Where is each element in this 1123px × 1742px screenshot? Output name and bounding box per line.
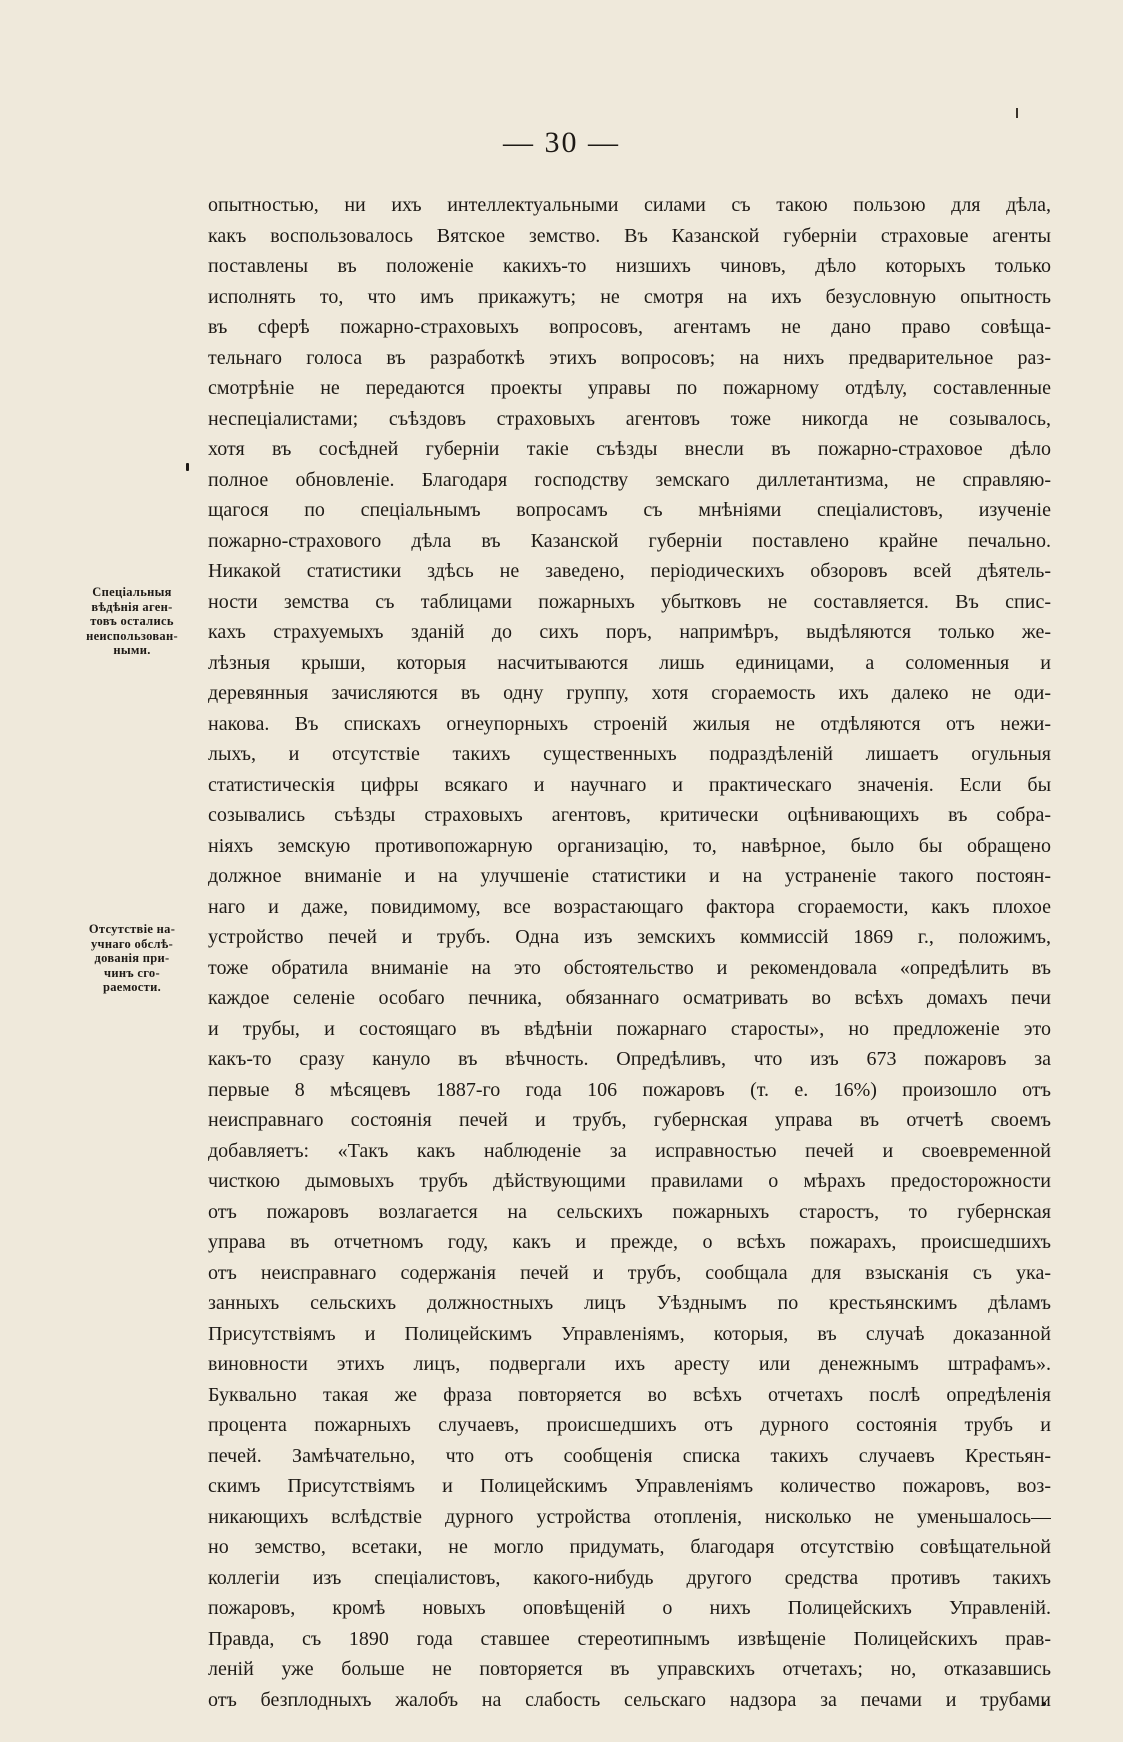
margin-note-specialists — [62, 585, 202, 658]
text-line: первые 8 мѣсяцевъ 1887-го года 106 пожаровъ (т. е. 16%) произошло отъ — [208, 1078, 1051, 1101]
text-line: чисткою дымовыхъ трубъ дѣйствующими правилами о мѣрахъ предосторожности — [208, 1170, 1051, 1192]
text-line: печей. Замѣчательно, что отъ сообщенія списка такихъ случаевъ Крестьян- — [208, 1444, 1051, 1467]
text-line: занныхъ сельскихъ должностныхъ лицъ Уѣзднымъ по крестьянскимъ дѣламъ — [208, 1292, 1051, 1314]
body-text — [208, 190, 1051, 1715]
text-line: Присутствіямъ и Полицейскимъ Управленіямъ, которыя, въ случаѣ доказанной — [208, 1322, 1051, 1345]
text-line: Правда, съ 1890 года ставшее стереотипнымъ извѣщеніе Полицейскихъ прав- — [208, 1627, 1051, 1650]
text-line: пожаровъ, кромѣ новыхъ оповѣщеній о нихъ Полицейскихъ Управленій. — [208, 1597, 1051, 1619]
text-line: пожарно-страхового дѣла въ Казанской губерніи поставлено крайне печально. — [208, 529, 1051, 552]
text-line: отъ неисправнаго содержанія печей и трубъ, сообщала для взысканія съ ука- — [208, 1261, 1051, 1284]
text-line: леній уже больше не повторяется въ управскихъ отчетахъ; но, отказавшись — [208, 1658, 1051, 1680]
margin-note-line: Спеціальныя — [92, 585, 172, 599]
margin-note-line: чинъ сго- — [104, 965, 160, 980]
margin-note-line: вѣдѣнія аген- — [91, 599, 173, 614]
text-line: лыхъ, и отсутствіе такихъ существенныхъ подраздѣленій лишаетъ огульныя — [208, 743, 1051, 765]
text-line: процента пожарныхъ случаевъ, происшедшихъ отъ дурного состоянія трубъ и — [208, 1414, 1051, 1436]
text-line: поставлены въ положеніе какихъ-то низшихъ чиновъ, дѣло которыхъ только — [208, 255, 1051, 277]
text-line: опытностью, ни ихъ интеллектуальными силами съ такою пользою для дѣла, — [208, 194, 1051, 216]
margin-note-line: раемости. — [102, 980, 162, 994]
text-line: наго и даже, повидимому, все возрастающаго фактора сгораемости, какъ плохое — [208, 895, 1051, 918]
text-line: должное вниманіе и на улучшеніе статистики и на устраненіе такого постоян- — [208, 865, 1051, 887]
text-line: тоже обратила вниманіе на это обстоятельство и рекомендовала «опредѣлить въ — [208, 956, 1051, 979]
text-line: ности земства съ таблицами пожарныхъ убытковъ не составляется. Въ спис- — [208, 590, 1051, 613]
text-line: виновности этихъ лицъ, подвергали ихъ аресту или денежнымъ штрафамъ». — [208, 1353, 1051, 1375]
text-line: отъ пожаровъ возлагается на сельскихъ пожарныхъ старостъ, то губернская — [208, 1200, 1051, 1223]
text-line: созывались съѣзды страховыхъ агентовъ, критически оцѣнивающихъ въ собра- — [208, 804, 1051, 826]
text-line: статистическія цифры всякаго и научнаго и практическаго значенія. Если бы — [208, 773, 1051, 796]
text-line: и трубы, и состоящаго въ вѣдѣніи пожарнаго старосты», но предложеніе это — [208, 1017, 1051, 1040]
margin-note-line: ными. — [113, 643, 151, 657]
text-line: смотрѣніе не передаются проекты управы по пожарному отдѣлу, составленные — [208, 377, 1051, 399]
print-speck — [1016, 108, 1018, 118]
text-line: въ сферѣ пожарно-страховыхъ вопросовъ, агентамъ не дано право совѣща- — [208, 316, 1051, 338]
text-line: никающихъ вслѣдствіе дурного устройства отопленія, нисколько не уменьшалось— — [208, 1505, 1051, 1528]
margin-note-line: учнаго обслѣ- — [90, 936, 174, 951]
margin-note-research — [62, 922, 202, 995]
text-line: отъ безплодныхъ жалобъ на слабость сельскаго надзора за печами и трубами — [208, 1688, 1051, 1711]
margin-note-line: дованія при- — [94, 951, 170, 965]
page-number: — 30 — — [503, 126, 620, 159]
text-line: какъ-то сразу кануло въ вѣчность. Опредѣливъ, что изъ 673 пожаровъ за — [208, 1048, 1051, 1070]
margin-note-line: Отсутствіе на- — [88, 922, 176, 936]
text-line: кахъ страхуемыхъ зданій до сихъ поръ, напримѣръ, выдѣляются только же- — [208, 621, 1051, 643]
text-line: неспеціалистами; съѣздовъ страховыхъ агентовъ тоже никогда не созывалось, — [208, 407, 1051, 430]
text-line: устройство печей и трубъ. Одна изъ земскихъ коммиссій 1869 г., положимъ, — [208, 926, 1051, 948]
text-line: исполнять то, что имъ прикажутъ; не смотря на ихъ безусловную опытность — [208, 285, 1051, 308]
text-line: накова. Въ спискахъ огнеупорныхъ строеній жилыя не отдѣляются отъ нежи- — [208, 712, 1051, 735]
text-line: но земство, всетаки, не могло придумать, благодаря отсутствію совѣщательной — [208, 1536, 1051, 1558]
text-line: управа въ отчетномъ году, какъ и прежде, о всѣхъ пожарахъ, происшедшихъ — [208, 1231, 1051, 1253]
text-line: щагося по спеціальнымъ вопросамъ съ мнѣніями спеціалистовъ, изученіе — [208, 499, 1051, 521]
text-line: деревянныя зачисляются въ одну группу, хотя сгораемость ихъ далеко не оди- — [208, 682, 1051, 704]
text-line: лѣзныя крыши, которыя насчитываются лишь единицами, а соломенныя и — [208, 651, 1051, 674]
text-line: Никакой статистики здѣсь не заведено, періодическихъ обзоровъ всей дѣятель- — [208, 560, 1051, 582]
text-line: каждое селеніе особаго печника, обязаннаго осматривать во всѣхъ домахъ печи — [208, 987, 1051, 1009]
text-line: скимъ Присутствіямъ и Полицейскимъ Управленіямъ количество пожаровъ, воз- — [208, 1475, 1051, 1497]
text-line: Буквально такая же фраза повторяется во всѣхъ отчетахъ послѣ опредѣленія — [208, 1383, 1051, 1406]
text-line: добавляетъ: «Такъ какъ наблюденіе за исправностью печей и своевременной — [208, 1139, 1051, 1162]
margin-note-line: товъ остались — [90, 614, 174, 628]
margin-note-line: неиспользован- — [86, 628, 178, 643]
print-speck — [186, 463, 189, 471]
text-line: какъ воспользовалось Вятское земство. Въ Казанской губерніи страховые агенты — [208, 224, 1051, 247]
text-line: ніяхъ земскую противопожарную организацію, то, навѣрное, было бы обращено — [208, 834, 1051, 857]
text-line: коллегіи изъ спеціалистовъ, какого-нибудь другого средства противъ такихъ — [208, 1566, 1051, 1589]
text-line: тельнаго голоса въ разработкѣ этихъ вопросовъ; на нихъ предварительное раз- — [208, 346, 1051, 369]
text-line: неисправнаго состоянія печей и трубъ, губернская управа въ отчетѣ своемъ — [208, 1109, 1051, 1131]
text-line: хотя въ сосѣдней губерніи такіе съѣзды внесли въ пожарно-страховое дѣло — [208, 438, 1051, 460]
text-line: полное обновленіе. Благодаря господству земскаго диллетантизма, не справляю- — [208, 468, 1051, 491]
